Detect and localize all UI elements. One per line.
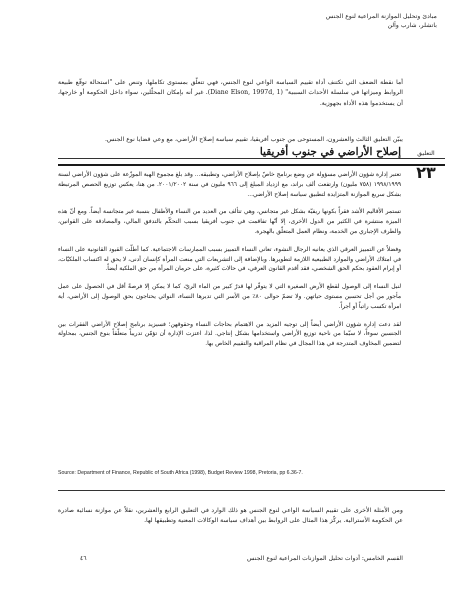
- intro-paragraph-1: أما نقطة الضعف التي تكتنف أداة تقييم السياسة الواعي لنوع الجنس، فهي تتعلّق بمستوى تكاملها، وتنص على "استحالة توقّع طبيعة الروابط وميزاتها في سلسلة الأحداث السببية" (Diane Elson, 1997d, 1). غير أنه بإمكان المحلّلين، سواء داخل الحكومة أو خارجها، أن يستخدموا هذه الأداة بجهوزية.: [58, 79, 403, 107]
- header-authors: باتشلر، شارب وآلن: [387, 22, 437, 29]
- case-body: [58, 171, 401, 358]
- case-label: التعليق: [417, 150, 435, 157]
- footer-text: القسم الخامس: أدوات تحليل الموازنات المراعية لنوع الجنس: [247, 555, 403, 562]
- intro-paragraph-2: يبيّن التعليق الثالث والعشرون، المستوحى من جنوب أفريقيا، تقييم سياسة إصلاح الأراضي، مع وعي قضايا نوع الجنس.: [104, 136, 403, 144]
- case-paragraph: وفضلاً عن التمييز العرقي الذي يعانيه الرجال النشوء، تعاني النساء التمييز بسبب الممارسات الاجتماعية. كما أطلّت القيود القانونية على النساء في امتلاك الأراضي والموارد الطبيعية اللازمة لتطويرها. وبالإضافة إلى التشريعات التي منعت المرأة كإنسان أدنى، لا يحق له اكتساب الملكيّات، أو إبرام العقود بحكم الحق الشخصي، فقد أقدم القانون العرفي، في حالات كثيرة، على حرمان المرأة من حق الملكية أيضاً.: [58, 246, 401, 273]
- case-paragraph: تعتبر إدارة شؤون الأراضي مسؤولة عن وضع برنامج خاصّ بإصلاح الأراضي، وتطبيقه... وقد بلغ مجموع الهبة الموزّعة على شؤون الأراضي لسنة ١٩٩٨/١٩٩٩ (٧٥٨ مليون) وارتفعت ألف براند، مع ازدياد المبلغ إلى ٩٦٦ مليون في سنة ٢٠٠١/٢٠٠٢. من هنا، يعكس توزيع الحصص المرتبطة بشكل سريع الموازنة المتزايدة لتطبيق سياسة إصلاح الأراضي...: [58, 172, 402, 198]
- case-number: ٢٣: [416, 163, 436, 182]
- closing-paragraph: ومن الأمثلة الأخرى على تقييم السياسة الواعي لنوع الجنس هو ذلك الوارد في التعليق الرابع والعشرين، نقلاً عن موازنة نسائية صادرة عن الحكومة الأسترالية. يركّز هذا المثال على الروابط بين أهداف سياسة الوكالات المعنية وتطبيقها لها.: [58, 507, 403, 525]
- case-title-rule: [58, 164, 445, 166]
- header-title: مبادئ وتحليل الموازنة المراعية لنوع الجنس: [325, 13, 437, 20]
- running-header: [237, 12, 437, 30]
- case-source: Source: Department of Finance, Republic of South Africa (1998), Budget Review 1998, Pretoria, pp 6.36-7.: [58, 470, 303, 476]
- case-paragraph: لقد دعت إدارة شؤون الأراضي أيضاً إلى توجيه المزيد من الاهتمام بحاجات النساء وحقوقهن؛ فسيزيد برنامج إصلاح الأراضي الفقرات بين الجنسين سوءاً، لا سيّما من ناحية توزيع الأراضي واستخدامها بشكل إنتاجي. لذا، اعتزت الإدارة أن تؤمّن تدريباً متعلّقاً بنوع الجنس، بمحاولة لتضمين المخاوف المتدرجة في هذا المجال في نظام المراقبة والتقييم الخاص بها.: [58, 321, 401, 348]
- case-bottom-rule: [58, 490, 445, 491]
- page-number: ٤٦: [80, 555, 87, 562]
- case-sidebar: [407, 150, 445, 182]
- case-title: إصلاح الأراضي في جنوب أفريقيا: [259, 146, 401, 158]
- case-paragraph: تستمر الأقاليم الأشد فقراً بكونها ريفيّة بشكل غير متجانس، وهي تتألف من العديد من النساء والأطفال بنسبة غير متجانسة أيضاً. ومع أنّ هذه الميزة منتشرة في الكثير من الدول الأخرى، إلا أنّها تفاقمت في جنوب أفريقيا بسبب التحكّم بالتدفق المالي، والمصادقة على القوانين، والطرف الإجباري من الخدمة، ونظام العمل المتعلّق بالهجرة.: [58, 209, 401, 235]
- case-paragraph: لنيل النساء إلى الوصول لقطع الأرض الصغيرة التي لا يتوفّر لها قدرٌ كبير من الماء الريّ، كما لا يمكن إلا فرصةً أقل في الحصول على عمل مأجور من أجل تحسين مستوى حياتهن. ولا تضمّ حوالى ٨٠٪ من الأسر التي تديرها النساء، النوائي يحتاجون بحق الوصول إلى الأراضي، أية امرأة تكسب راتباً أو أجراً.: [58, 284, 401, 310]
- case-top-rule: [58, 158, 445, 159]
